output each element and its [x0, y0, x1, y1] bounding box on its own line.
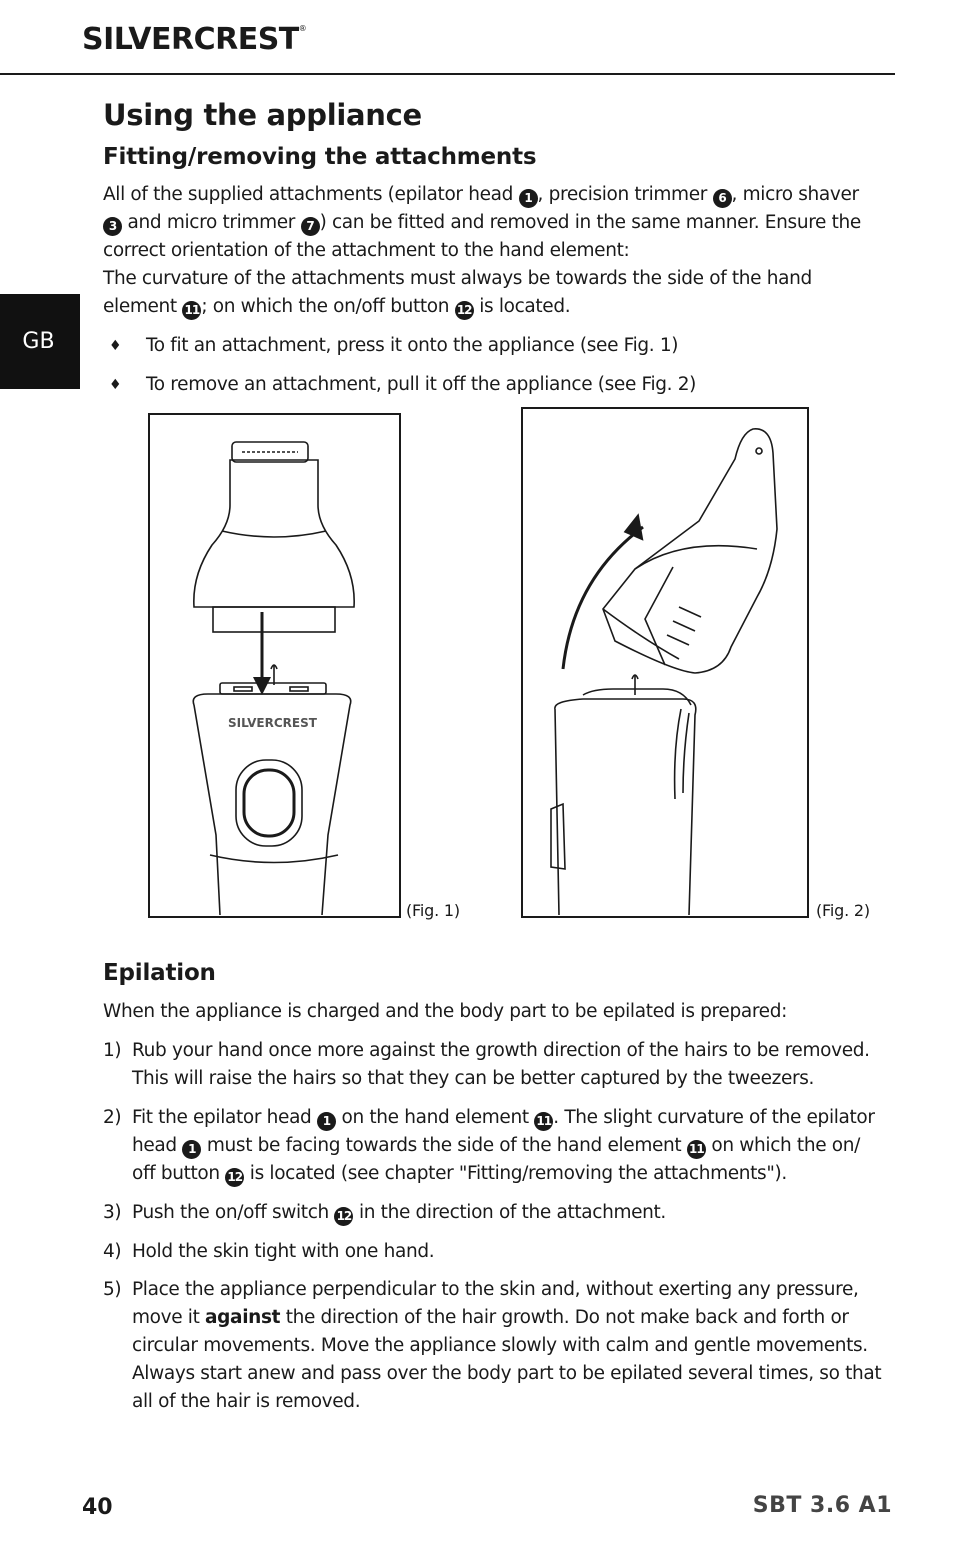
ref-number: 11	[182, 301, 201, 320]
figure-1-caption: (Fig. 1)	[406, 901, 460, 920]
ref-number: 11	[687, 1140, 706, 1159]
language-tab: GB	[0, 294, 80, 389]
step-2: 2) Fit the epilator head 1 on the hand element 11 . The slight curvature of the epilator head 1 must be facing towards the side of the hand element 11 on which the on/ off button 12 is located (see chapter "Fitting/removing the attachments").	[103, 1104, 883, 1188]
header-rule	[0, 73, 895, 75]
ref-number: 7	[301, 217, 320, 236]
figure-2-remove-attachment	[521, 407, 809, 918]
bullet-diamond-icon: ♦	[109, 338, 122, 354]
ref-number: 11	[534, 1112, 553, 1131]
ref-number: 3	[103, 217, 122, 236]
model-number: SBT 3.6 A1	[752, 1493, 892, 1518]
ref-number: 1	[519, 189, 538, 208]
page-number: 40	[82, 1495, 113, 1520]
brand-crest: CREST	[193, 22, 299, 57]
step-4: 4) Hold the skin tight with one hand.	[103, 1241, 435, 1262]
section-heading-attachments: Fitting/removing the attachments	[103, 144, 537, 170]
ref-number: 12	[225, 1168, 244, 1187]
page-title: Using the appliance	[103, 98, 422, 132]
ref-number: 1	[182, 1140, 201, 1159]
paragraph-attachments-1: All of the supplied attachments (epilator head 1 , precision trimmer 6 , micro shaver 3 and micro trimmer 7 ) can be fitted and removed in the same manner. Ensure the correct orientation of the attachment to the hand element:	[103, 184, 861, 261]
brand-logo	[82, 22, 306, 57]
step-5: 5) Place the appliance perpendicular to the skin and, without exerting any pressure, move it against the direction of the hair growth. Do not make back and forth or circular movements. Move the appliance slowly with calm and gentle movements. Always start anew and pass over the body part to be epilated several times, so that all of the hair is removed.	[103, 1279, 882, 1412]
figure-1-fit-attachment	[148, 413, 401, 918]
ref-number: 12	[334, 1207, 353, 1226]
step-1: 1) Rub your hand once more against the growth direction of the hairs to be removed. This will raise the hairs so that they can be better captured by the tweezers.	[103, 1040, 870, 1089]
figure-1-logo: SILVERCREST	[228, 716, 317, 730]
ref-number: 6	[713, 189, 732, 208]
brand-silver: SILVER	[82, 22, 194, 57]
figure-2-illustration	[523, 409, 806, 915]
ref-number: 1	[317, 1112, 336, 1131]
paragraph-epilation-intro: When the appliance is charged and the body part to be epilated is prepared:	[103, 1001, 787, 1022]
paragraph-attachments-2: The curvature of the attachments must always be towards the side of the hand element 11 ; on which the on/off button 12 is located.	[103, 265, 883, 321]
figure-1-illustration	[150, 415, 398, 915]
ref-number: 12	[455, 301, 474, 320]
bullet-diamond-icon: ♦	[109, 377, 122, 393]
brand-reg-mark: ®	[298, 24, 307, 33]
section-heading-epilation: Epilation	[103, 960, 216, 986]
figure-2-caption: (Fig. 2)	[816, 901, 870, 920]
step-3: 3) Push the on/off switch 12 in the direction of the attachment.	[103, 1199, 883, 1227]
